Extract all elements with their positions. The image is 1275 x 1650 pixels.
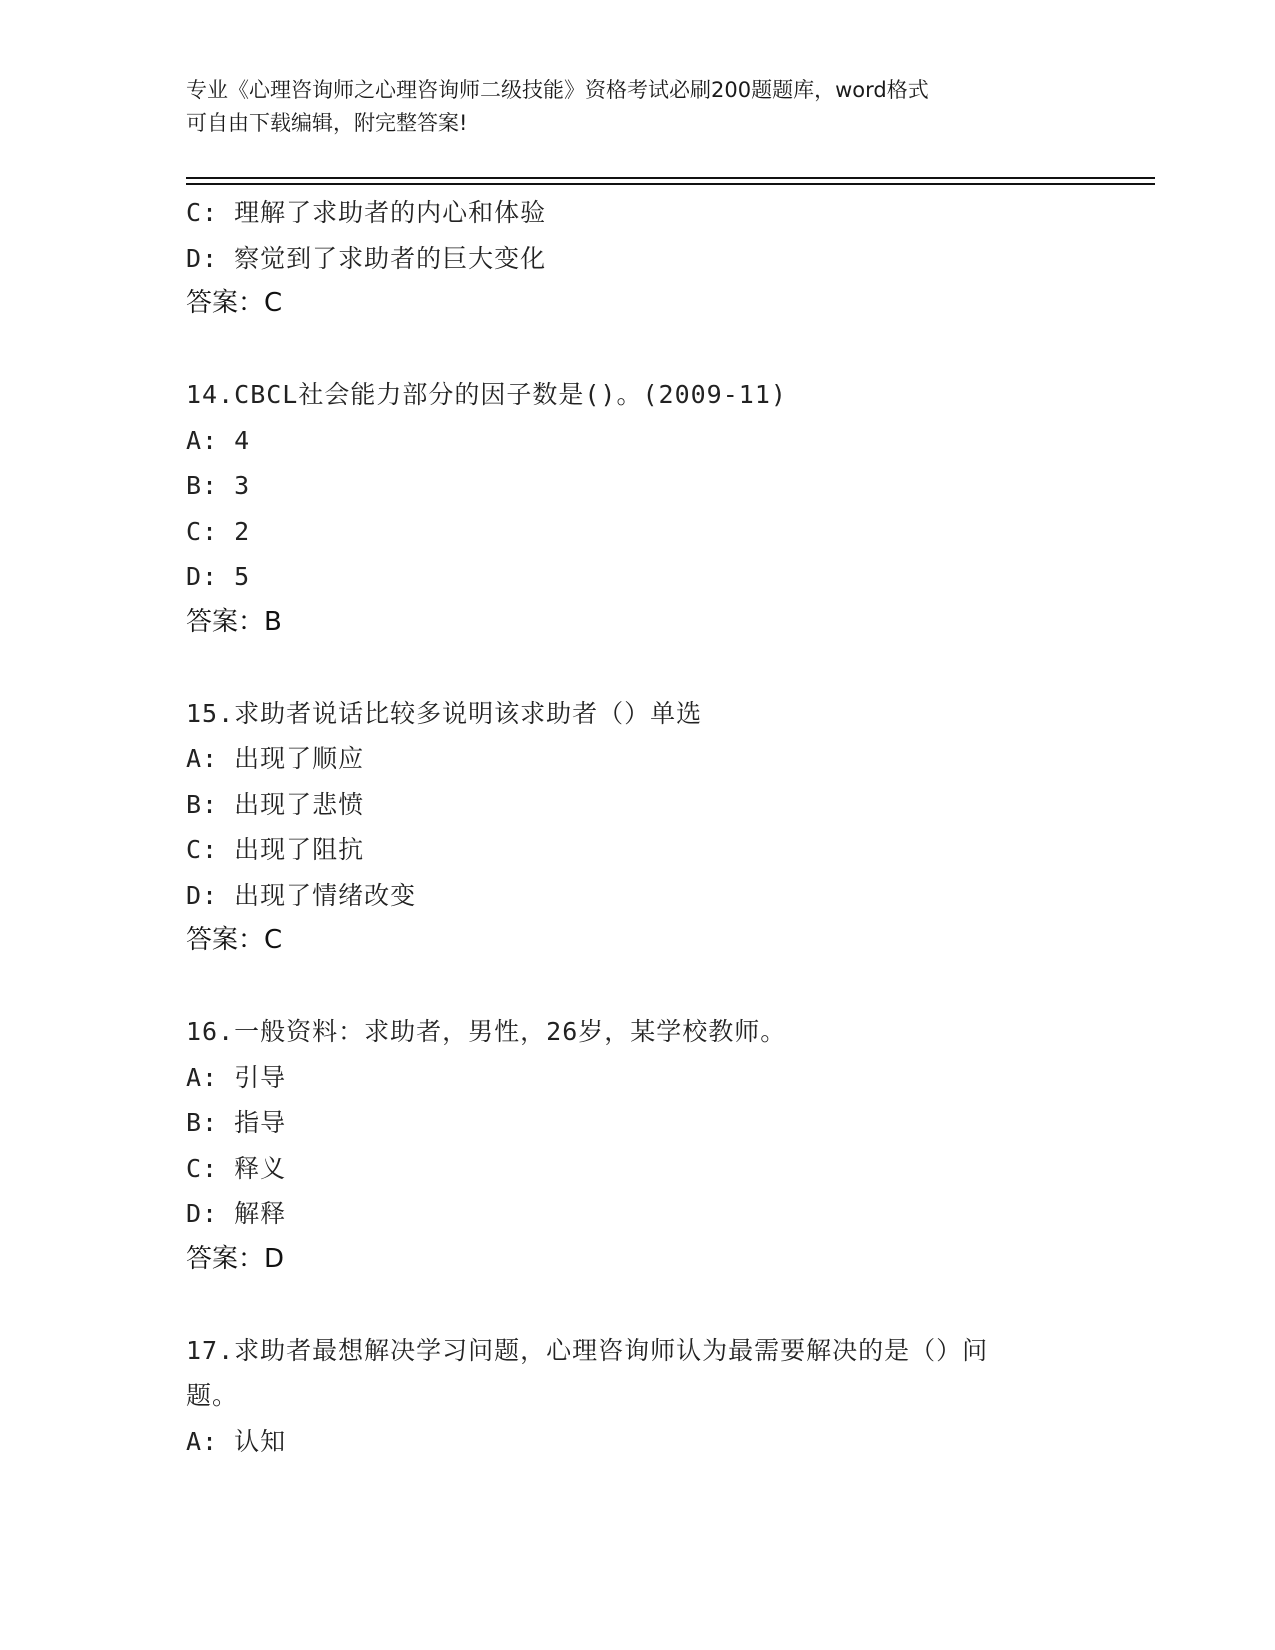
q15-option-d: D: 出现了情绪改变 [186, 880, 417, 910]
q15-answer: 答案：C [186, 925, 283, 955]
question-list [186, 190, 1086, 1464]
q14-answer: 答案：B [186, 606, 282, 637]
q14-option-d: D: 5 [186, 562, 251, 591]
question-15 [186, 691, 1086, 964]
q17-question-line-2: 题。 [186, 1381, 239, 1410]
q14-option-b: B: 3 [186, 471, 251, 500]
q16-option-b: B: 指导 [186, 1108, 287, 1137]
q15-question: 15.求助者说话比较多说明该求助者（）单选 [186, 698, 703, 728]
question-17 [186, 1328, 1086, 1465]
header-divider-top [186, 177, 1155, 179]
q14-option-a: A: 4 [186, 425, 251, 455]
q16-question: 16.一般资料：求助者，男性，26岁，某学校教师。 [186, 1017, 787, 1046]
question-14 [186, 372, 1086, 645]
q17-question-line-1: 17.求助者最想解决学习问题，心理咨询师认为最需要解决的是（）问 [186, 1335, 989, 1365]
q13-answer: 答案：C [186, 288, 283, 318]
q16-option-d: D: 解释 [186, 1199, 287, 1228]
q17-option-a: A: 认知 [186, 1426, 287, 1456]
q15-option-b: B: 出现了悲愤 [186, 789, 365, 819]
question-13 [186, 190, 1086, 327]
spacer [186, 964, 1086, 1010]
header-divider-bottom [186, 183, 1155, 185]
q14-question: 14.CBCL社会能力部分的因子数是()。(2009-11) [186, 380, 787, 409]
header-line-2: 可自由下载编辑，附完整答案! [186, 111, 468, 135]
spacer [186, 645, 1086, 691]
spacer [186, 1282, 1086, 1328]
q13-option-d: D: 察觉到了求助者的巨大变化 [186, 243, 547, 273]
q16-answer: 答案：D [186, 1243, 285, 1274]
q16-option-c: C: 释义 [186, 1153, 287, 1183]
q14-option-c: C: 2 [186, 516, 251, 546]
q15-option-a: A: 出现了顺应 [186, 744, 365, 773]
q13-option-c: C: 理解了求助者的内心和体验 [186, 198, 547, 227]
header-line-1: 专业《心理咨询师之心理咨询师二级技能》资格考试必刷200题题库，word格式 [186, 78, 929, 102]
q16-option-a: A: 引导 [186, 1062, 287, 1092]
q15-option-c: C: 出现了阻抗 [186, 835, 365, 864]
spacer [186, 327, 1086, 373]
question-16 [186, 1009, 1086, 1282]
document-header [186, 74, 1066, 140]
